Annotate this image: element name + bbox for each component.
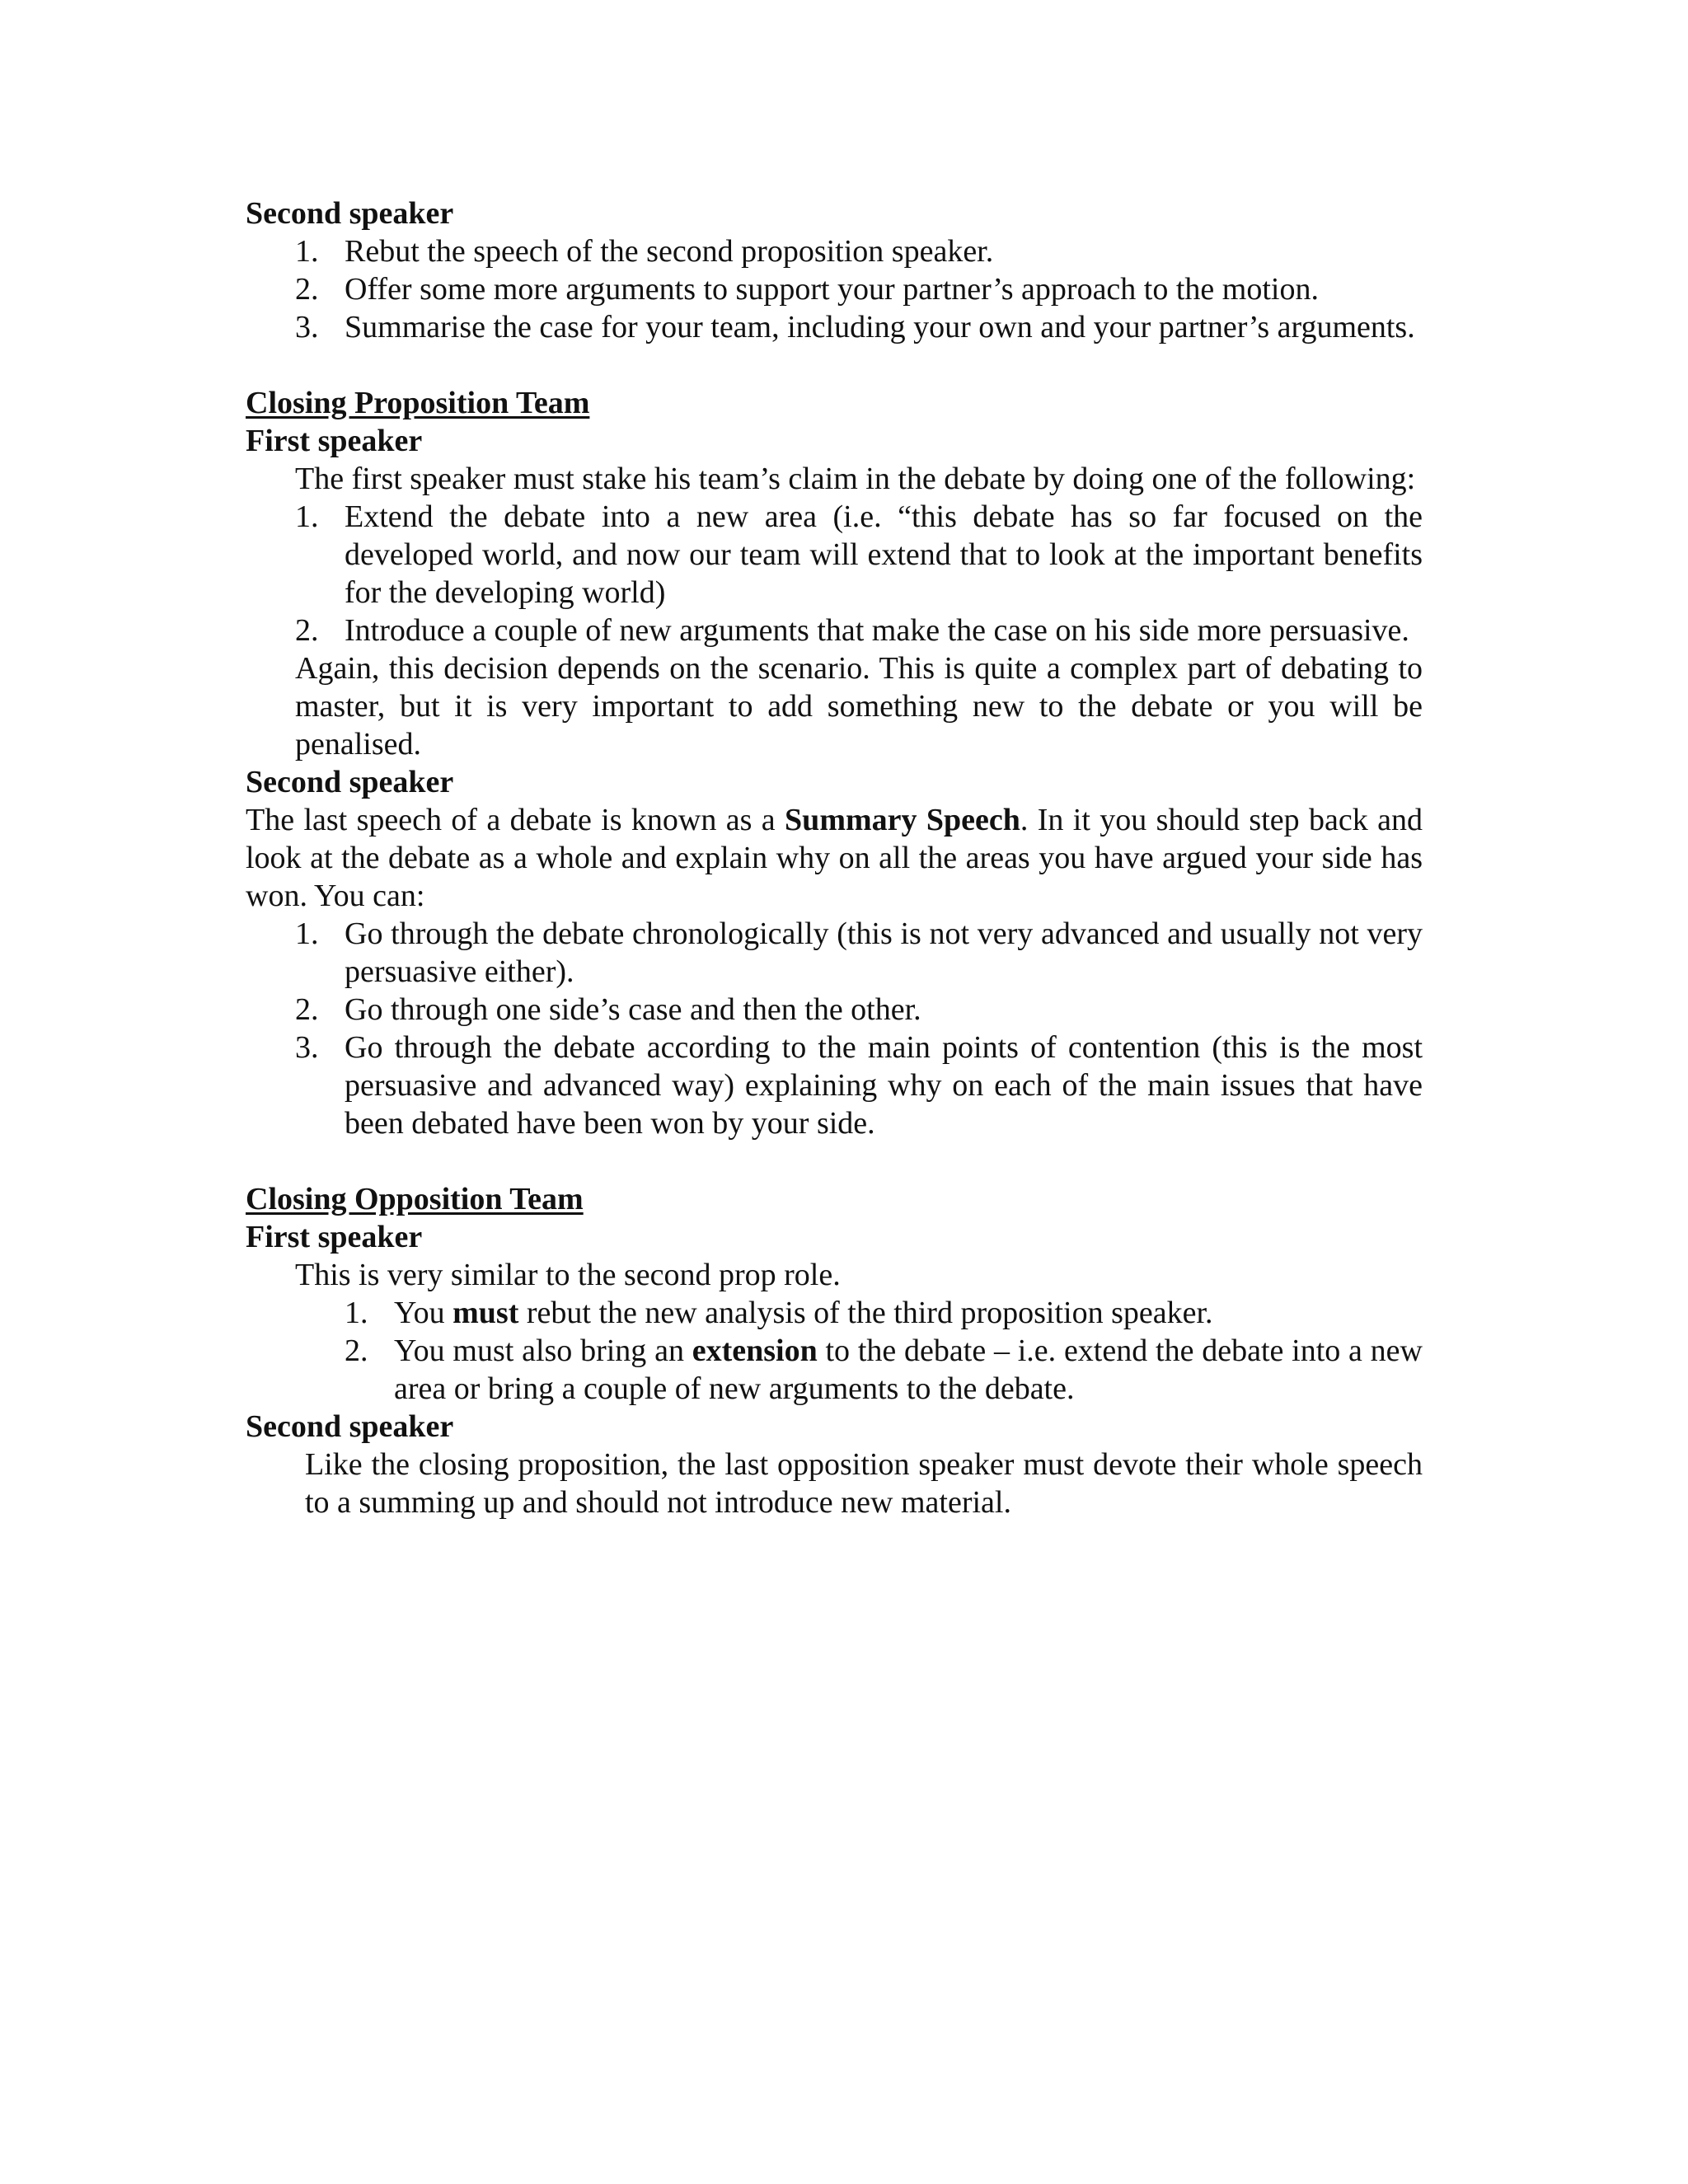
text-run: rebut the new analysis of the third proposition speaker. xyxy=(518,1296,1213,1330)
list-number: 1. xyxy=(295,499,319,534)
numbered-list xyxy=(246,1294,1423,1408)
section-gap xyxy=(246,1142,1423,1180)
speaker-heading: First speaker xyxy=(246,424,423,458)
bold-term: extension xyxy=(692,1333,818,1368)
list-number: 3. xyxy=(295,1030,319,1065)
closing-opposition-section xyxy=(246,1180,1423,1521)
speaker-heading: Second speaker xyxy=(246,196,454,231)
text-run: You must also bring an xyxy=(394,1333,692,1368)
list-item-text: Go through the debate chronologically (this is not very advanced and usually not very persuasive either). xyxy=(345,916,1423,989)
team-heading: Closing Opposition Team xyxy=(246,1182,584,1216)
section-gap xyxy=(246,346,1423,384)
list-number: 2. xyxy=(295,272,319,307)
list-item-text: Go through the debate according to the main points of contention (this is the most persuasive and advanced way) explaining why on each of the main issues that have been debated have been won by your side. xyxy=(345,1030,1423,1141)
speaker-heading: Second speaker xyxy=(246,765,454,799)
list-item-text: Offer some more arguments to support your partner’s approach to the motion. xyxy=(345,272,1319,307)
text-run: to the debate – i.e. extend the debate into a new area or bring a couple of new arguments to the debate. xyxy=(394,1333,1423,1406)
list-number: 1. xyxy=(345,1296,368,1330)
list-number: 2. xyxy=(295,992,319,1027)
bold-term: must xyxy=(452,1296,519,1330)
list-item xyxy=(246,991,1423,1029)
paragraph: Again, this decision depends on the scenario. This is quite a complex part of debating to master, but it is very important to add something new to the debate or you will be penalised. xyxy=(295,651,1423,762)
list-item-text: Go through one side’s case and then the other. xyxy=(345,992,921,1027)
list-item-text: Summarise the case for your team, including your own and your partner’s arguments. xyxy=(345,310,1415,344)
team-heading: Closing Proposition Team xyxy=(246,386,590,420)
closing-proposition-section xyxy=(246,384,1423,1142)
list-item xyxy=(246,1294,1423,1332)
list-item-text: Rebut the speech of the second proposition speaker. xyxy=(345,234,994,269)
list-number: 3. xyxy=(295,310,319,344)
document-content xyxy=(246,194,1423,1521)
list-item xyxy=(246,612,1423,649)
list-number: 2. xyxy=(345,1333,368,1368)
paragraph xyxy=(246,801,1423,915)
text-run: . In it you should step back and look at the debate as a whole and explain why on all the areas you have argued your side has won. You can: xyxy=(246,803,1423,913)
list-item xyxy=(246,232,1423,270)
list-number: 1. xyxy=(295,234,319,269)
list-item-text: Extend the debate into a new area (i.e. “this debate has so far focused on the developed world, and now our team will extend that to look at the important benefits for the developing world) xyxy=(345,499,1423,610)
paragraph: The first speaker must stake his team’s claim in the debate by doing one of the following: xyxy=(295,462,1416,496)
paragraph: This is very similar to the second prop role. xyxy=(295,1258,841,1292)
list-item xyxy=(246,915,1423,991)
list-item xyxy=(246,308,1423,346)
list-number: 1. xyxy=(295,916,319,951)
paragraph: Like the closing proposition, the last opposition speaker must devote their whole speech to a summing up and should not introduce new material. xyxy=(305,1447,1423,1520)
speaker-heading: Second speaker xyxy=(246,1409,454,1444)
list-item-text: Introduce a couple of new arguments that make the case on his side more persuasive. xyxy=(345,613,1409,648)
bold-term: Summary Speech xyxy=(785,803,1020,837)
list-item xyxy=(246,498,1423,612)
speaker-heading: First speaker xyxy=(246,1220,423,1254)
second-speaker-section xyxy=(246,194,1423,346)
list-item xyxy=(246,1029,1423,1142)
numbered-list xyxy=(246,232,1423,346)
list-item xyxy=(246,1332,1423,1408)
text-run: You xyxy=(394,1296,453,1330)
list-number: 2. xyxy=(295,613,319,648)
numbered-list xyxy=(246,498,1423,649)
text-run: The last speech of a debate is known as a xyxy=(246,803,785,837)
numbered-list xyxy=(246,915,1423,1142)
list-item xyxy=(246,270,1423,308)
